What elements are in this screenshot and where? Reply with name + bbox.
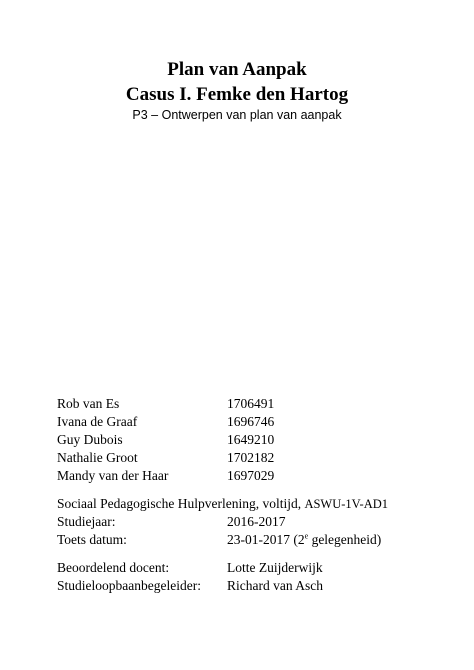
toets-date: 23-01-2017 (2 [227,532,305,547]
toets-datum-value [227,531,381,549]
studiejaar-label: Studiejaar: [57,514,116,529]
docent-value: Lotte Zuijderwijk [227,560,323,575]
student-name: Rob van Es [57,396,120,411]
student-number: 1649210 [227,432,275,447]
document-title: Plan van Aanpak [167,59,307,80]
student-name: Ivana de Graaf [57,414,138,429]
program-name: Sociaal Pedagogische Hulpverlening, voltijd, [57,496,302,511]
document-subtitle: P3 – Ontwerpen van plan van aanpak [132,108,342,122]
student-name: Guy Dubois [57,432,123,447]
student-number: 1702182 [227,450,275,465]
toets-ordinal-suffix: e [304,531,309,541]
docent-label: Beoordelend docent: [57,560,170,575]
toets-datum-label: Toets datum: [57,532,127,547]
studiejaar-value: 2016-2017 [227,514,286,529]
slb-label: Studieloopbaanbegeleider: [57,578,201,593]
student-name: Nathalie Groot [57,450,138,465]
toets-occasion: gelegenheid) [308,532,382,547]
slb-value: Richard van Asch [227,578,323,593]
document-case-title: Casus I. Femke den Hartog [125,84,349,105]
student-number: 1696746 [227,414,275,429]
program-line [57,495,388,513]
student-name: Mandy van der Haar [57,468,169,483]
program-code: ASWU-1V-AD1 [304,497,389,511]
student-number: 1706491 [227,396,275,411]
student-number: 1697029 [227,468,275,483]
